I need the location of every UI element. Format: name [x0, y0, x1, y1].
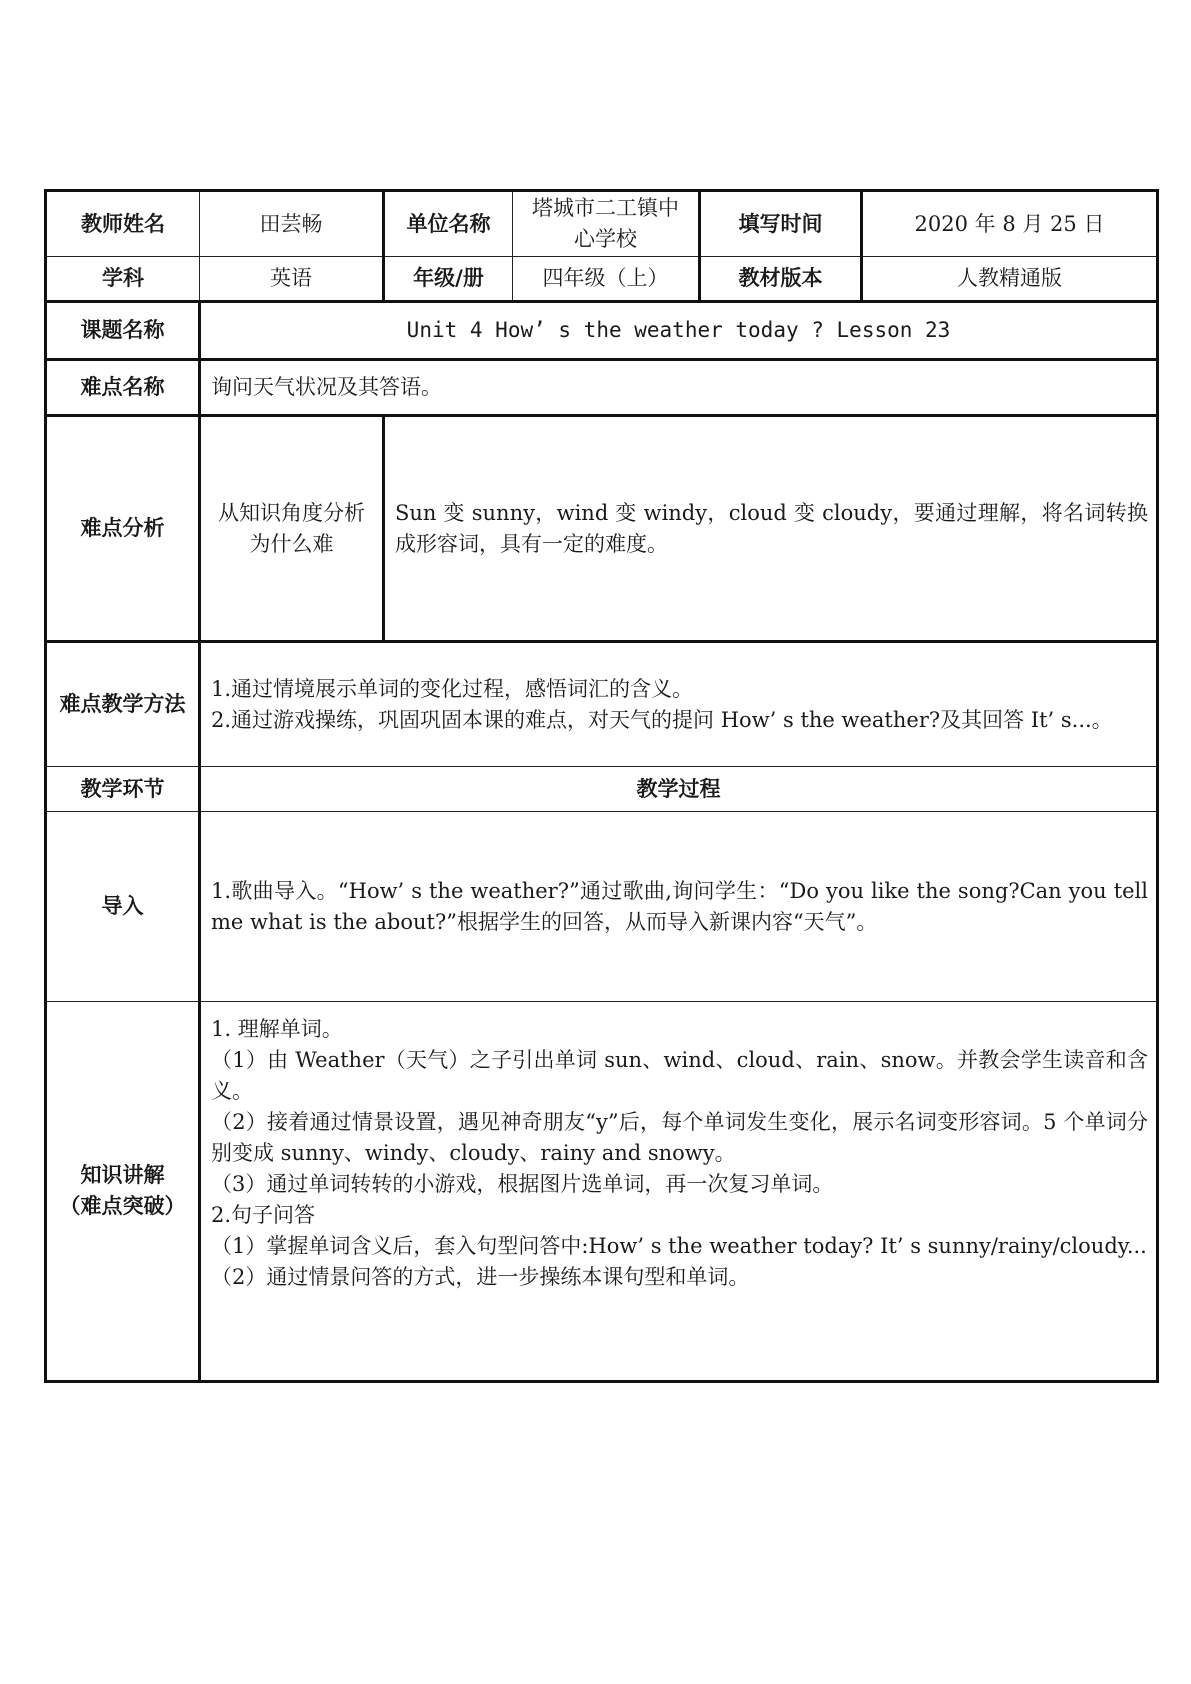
teaching-method-value [200, 642, 1158, 767]
introduction-text: 1.歌曲导入。“How’ s the weather?”通过歌曲,询问学生：“Do you like the song?Can you tell me what is the about?”根据学生的回答，从而导入新课内容“天气”。 [200, 812, 1158, 1002]
difficulty-analysis-sublabel: 从知识角度分析为什么难 [200, 416, 384, 642]
fill-date-value: 2020 年 8 月 25 日 [862, 191, 1158, 257]
knowledge-line-2: （1）由 Weather（天气）之子引出单词 sun、wind、cloud、rain、snow。并教会学生读音和含义。 [211, 1048, 1148, 1103]
teacher-name-value: 田芸畅 [200, 191, 384, 257]
subject-label: 学科 [46, 257, 200, 302]
teacher-name-label: 教师姓名 [46, 191, 200, 257]
knowledge-label-line-2: （难点突破） [59, 1194, 186, 1218]
teaching-method-line-2: 2.通过游戏操练，巩固巩固本课的难点，对天气的提问 How’ s the weather?及其回答 It’ s...。 [211, 707, 1113, 732]
subject-value: 英语 [200, 257, 384, 302]
difficulty-analysis-label: 难点分析 [46, 416, 200, 642]
grade-label: 年级/册 [384, 257, 513, 302]
teaching-method-label: 难点教学方法 [46, 642, 200, 767]
difficulty-name-label: 难点名称 [46, 360, 200, 416]
knowledge-line-3: （2）接着通过情景设置，遇见神奇朋友“y”后，每个单词发生变化，展示名词变形容词。5 个单词分别变成 sunny、windy、cloudy、rainy and snowy。 [211, 1110, 1148, 1165]
difficulty-name-value: 询问天气状况及其答语。 [200, 360, 1158, 416]
unit-name-value: 塔城市二工镇中心学校 [513, 191, 700, 257]
unit-name-label: 单位名称 [384, 191, 513, 257]
teaching-process-label: 教学过程 [200, 767, 1158, 812]
lesson-title-label: 课题名称 [46, 302, 200, 360]
edition-label: 教材版本 [700, 257, 862, 302]
knowledge-line-7: （2）通过情景问答的方式，进一步操练本课句型和单词。 [211, 1265, 750, 1289]
grade-value: 四年级（上） [513, 257, 700, 302]
fill-date-label: 填写时间 [700, 191, 862, 257]
knowledge-line-5: 2.句子问答 [211, 1203, 316, 1227]
teaching-stage-label: 教学环节 [46, 767, 200, 812]
lesson-plan-table [44, 189, 1159, 1383]
knowledge-line-6: （1）掌握单词含义后，套入句型问答中:How’ s the weather today? It’ s sunny/rainy/cloudy... [211, 1234, 1147, 1258]
knowledge-line-4: （3）通过单词转转的小游戏，根据图片选单词，再一次复习单词。 [211, 1172, 834, 1196]
knowledge-text [200, 1002, 1158, 1382]
knowledge-line-1: 1. 理解单词。 [211, 1017, 343, 1041]
knowledge-label [46, 1002, 200, 1382]
introduction-label: 导入 [46, 812, 200, 1002]
difficulty-analysis-value: Sun 变 sunny，wind 变 windy，cloud 变 cloudy，要通过理解，将名词转换成形容词，具有一定的难度。 [384, 416, 1158, 642]
teaching-method-line-1: 1.通过情境展示单词的变化过程，感悟词汇的含义。 [211, 676, 694, 701]
knowledge-label-line-1: 知识讲解 [80, 1163, 165, 1187]
edition-value: 人教精通版 [862, 257, 1158, 302]
lesson-title-value: Unit 4 How’ s the weather today ? Lesson 23 [200, 302, 1158, 360]
